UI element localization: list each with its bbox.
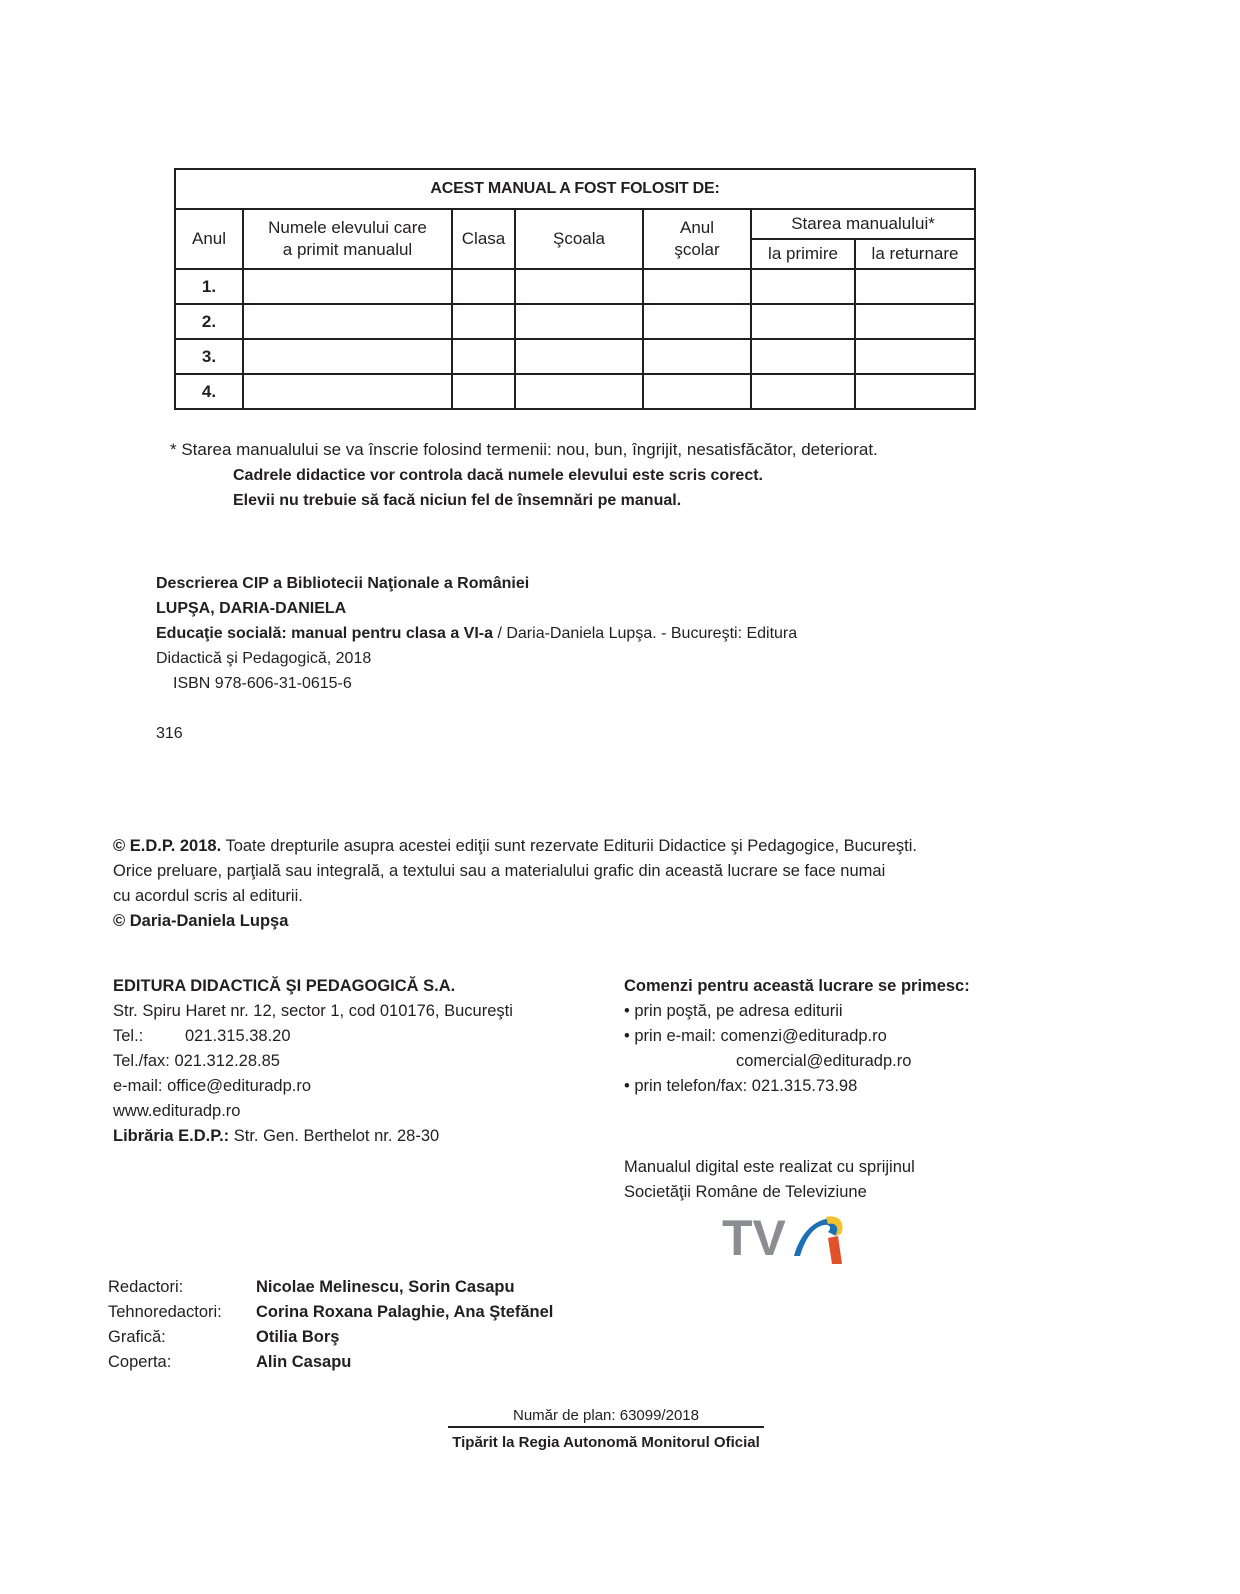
digital-support xyxy=(624,1155,915,1205)
header-anul-scolar-line1: Anul xyxy=(679,218,715,237)
cell-la-returnare xyxy=(855,269,975,304)
cip-publisher: Didactică şi Pedagogică, 2018 xyxy=(156,650,372,667)
digital-line2: Societăţii Române de Televiziune xyxy=(624,1183,867,1201)
cell-anul-scolar xyxy=(643,339,751,374)
orders-item-post: • prin poştă, pe adresa editurii xyxy=(624,1002,843,1020)
orders-item-email[interactable]: • prin e-mail: comenzi@edituradp.ro xyxy=(624,1027,887,1045)
cip-title: Educaţie socială: manual pentru clasa a VI-a xyxy=(156,625,494,642)
credits-block xyxy=(108,1275,553,1375)
publisher-tel xyxy=(113,1024,513,1049)
cell-scoala xyxy=(515,304,643,339)
copyright-line2: Orice preluare, parţială sau integrală, a textului sau a materialului grafic din această lucrare se face numai xyxy=(113,862,886,880)
orders-heading: Comenzi pentru această lucrare se primesc: xyxy=(624,977,970,995)
publisher-website[interactable]: www.edituradp.ro xyxy=(113,1102,241,1120)
table-title: ACEST MANUAL A FOST FOLOSIT DE: xyxy=(175,169,975,209)
credit-value: Otilia Borş xyxy=(256,1328,340,1346)
header-numele-line2: a primit manualul xyxy=(282,240,413,259)
svg-text:TV: TV xyxy=(722,1210,786,1266)
cell-numele xyxy=(243,374,452,409)
header-la-returnare: la returnare xyxy=(855,239,975,269)
cell-anul-scolar xyxy=(643,304,751,339)
teachers-note xyxy=(233,462,763,488)
credit-row xyxy=(108,1325,553,1350)
credit-row xyxy=(108,1350,553,1375)
cell-clasa xyxy=(452,339,515,374)
cip-author: LUPŞA, DARIA-DANIELA xyxy=(156,600,347,617)
cip-isbn: ISBN 978-606-31-0615-6 xyxy=(173,675,352,692)
credit-label: Tehnoredactori: xyxy=(108,1303,222,1321)
copyright-line1 xyxy=(113,834,917,859)
publisher-address: Str. Spiru Haret nr. 12, sector 1, cod 010176, Bucureşti xyxy=(113,1002,513,1020)
digital-line1: Manualul digital este realizat cu sprijinul xyxy=(624,1158,915,1176)
header-numele-line1: Numele elevului care xyxy=(268,218,427,237)
usage-table xyxy=(174,168,976,410)
cell-la-primire xyxy=(751,374,855,409)
table-row xyxy=(175,374,975,409)
cell-numele xyxy=(243,304,452,339)
credit-value: Nicolae Melinescu, Sorin Casapu xyxy=(256,1278,515,1296)
header-numele xyxy=(243,209,452,269)
printed-by: Tipărit la Regia Autonomă Monitorul Oficial xyxy=(452,1434,760,1451)
students-note xyxy=(233,487,681,513)
orders-item-phone: • prin telefon/fax: 021.315.73.98 xyxy=(624,1077,858,1095)
row-number: 3. xyxy=(175,339,243,374)
page-number: 316 xyxy=(156,725,183,742)
cip-heading: Descrierea CIP a Bibliotecii Naţionale a României xyxy=(156,575,530,592)
cell-la-returnare xyxy=(855,304,975,339)
publisher-telfax: Tel./fax: 021.312.28.85 xyxy=(113,1052,280,1070)
header-anul: Anul xyxy=(175,209,243,269)
cip-title-rest: / Daria-Daniela Lupşa. - Bucureşti: Editura xyxy=(493,625,798,642)
header-anul-scolar-line2: şcolar xyxy=(674,240,720,259)
publisher-tel-label: Tel.: xyxy=(113,1027,144,1045)
header-scoala: Şcoala xyxy=(515,209,643,269)
table-row xyxy=(175,269,975,304)
credit-label: Coperta: xyxy=(108,1353,172,1371)
copyright-author: © Daria-Daniela Lupşa xyxy=(113,912,289,930)
plan-number: Număr de plan: 63099/2018 xyxy=(448,1407,764,1428)
header-starea: Starea manualului* xyxy=(751,209,975,239)
condition-note: * Starea manualului se va înscrie folosind termenii: nou, bun, îngrijit, nesatisfăcător, deteriorat. xyxy=(170,440,878,459)
header-la-primire: la primire xyxy=(751,239,855,269)
row-number: 4. xyxy=(175,374,243,409)
teachers-note-text: Cadrele didactice vor controla dacă numele elevului este scris corect. xyxy=(233,467,763,484)
tvr-logo-icon xyxy=(722,1208,847,1270)
credit-row xyxy=(108,1300,553,1325)
cell-clasa xyxy=(452,374,515,409)
publisher-tel-value: 021.315.38.20 xyxy=(185,1027,291,1045)
copyright-edp-text: Toate drepturile asupra acestei ediţii sunt rezervate Editurii Didactice şi Pedagogice, Bucureşti. xyxy=(221,837,917,855)
orders-item-email-2[interactable]: comercial@edituradp.ro xyxy=(736,1052,912,1070)
cell-scoala xyxy=(515,269,643,304)
copyright-edp: © E.D.P. 2018. xyxy=(113,837,222,855)
cip-title-line xyxy=(156,621,797,646)
cell-anul-scolar xyxy=(643,269,751,304)
credit-value: Corina Roxana Palaghie, Ana Ştefănel xyxy=(256,1303,554,1321)
cip-description xyxy=(156,571,797,746)
students-note-text: Elevii nu trebuie să facă niciun fel de însemnări pe manual. xyxy=(233,492,682,509)
cell-scoala xyxy=(515,374,643,409)
bookstore-address: Str. Gen. Berthelot nr. 28-30 xyxy=(229,1127,440,1145)
credit-label: Redactori: xyxy=(108,1278,184,1296)
cell-numele xyxy=(243,339,452,374)
cell-la-returnare xyxy=(855,339,975,374)
header-clasa: Clasa xyxy=(452,209,515,269)
table-row xyxy=(175,304,975,339)
cell-la-primire xyxy=(751,269,855,304)
credit-row xyxy=(108,1275,553,1300)
cell-numele xyxy=(243,269,452,304)
cell-scoala xyxy=(515,339,643,374)
credit-value: Alin Casapu xyxy=(256,1353,352,1371)
row-number: 2. xyxy=(175,304,243,339)
copyright-block xyxy=(113,834,917,934)
bookstore-label: Librăria E.D.P.: xyxy=(113,1127,230,1145)
cell-clasa xyxy=(452,269,515,304)
header-anul-scolar xyxy=(643,209,751,269)
copyright-line3: cu acordul scris al editurii. xyxy=(113,887,303,905)
publisher-bookstore xyxy=(113,1124,513,1149)
print-footer xyxy=(448,1407,764,1451)
cell-la-returnare xyxy=(855,374,975,409)
cell-clasa xyxy=(452,304,515,339)
cell-anul-scolar xyxy=(643,374,751,409)
orders-block xyxy=(624,974,970,1099)
cell-la-primire xyxy=(751,304,855,339)
publisher-name: EDITURA DIDACTICĂ ŞI PEDAGOGICĂ S.A. xyxy=(113,977,456,995)
publisher-email[interactable]: e-mail: office@edituradp.ro xyxy=(113,1077,312,1095)
row-number: 1. xyxy=(175,269,243,304)
table-row xyxy=(175,339,975,374)
cell-la-primire xyxy=(751,339,855,374)
publisher-block xyxy=(113,974,513,1149)
credit-label: Grafică: xyxy=(108,1328,166,1346)
